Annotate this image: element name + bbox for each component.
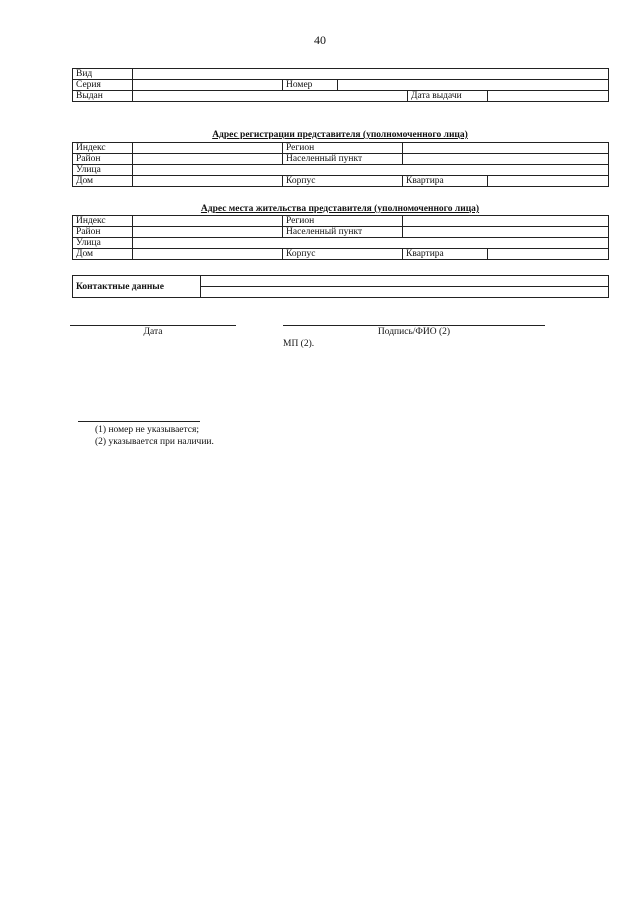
res-ulitsa-label: Улица — [73, 238, 133, 249]
reg-address-table — [72, 142, 609, 187]
reg-region-label: Регион — [283, 143, 403, 154]
res-korpus-label: Корпус — [283, 249, 403, 260]
vydan-label: Выдан — [73, 91, 133, 102]
res-rayon-field[interactable] — [133, 227, 283, 238]
reg-dom-label: Дом — [73, 176, 133, 187]
footnote-2: (2) указывается при наличии. — [95, 437, 214, 447]
page-number: 40 — [314, 33, 326, 47]
res-dom-field[interactable] — [133, 249, 283, 260]
reg-address-title: Адрес регистрации представителя (уполномоченного лица) — [212, 130, 468, 140]
reg-korpus-label: Корпус — [283, 176, 403, 187]
vid-field[interactable] — [133, 69, 609, 80]
res-ulitsa-field[interactable] — [133, 238, 609, 249]
res-kvartira-label: Квартира — [403, 249, 488, 260]
res-address-title: Адрес места жительства представителя (уполномоченного лица) — [200, 204, 480, 214]
signature-label: Подпись/ФИО (2) — [377, 327, 451, 337]
data-vydachi-label: Дата выдачи — [408, 91, 488, 102]
res-nas-punkt-field[interactable] — [403, 227, 609, 238]
res-dom-label: Дом — [73, 249, 133, 260]
date-label: Дата — [143, 327, 163, 337]
res-region-field[interactable] — [403, 216, 609, 227]
vid-label: Вид — [73, 69, 133, 80]
reg-region-field[interactable] — [403, 143, 609, 154]
res-kvartira-field[interactable] — [488, 249, 609, 260]
res-index-field[interactable] — [133, 216, 283, 227]
seriya-field[interactable] — [133, 80, 283, 91]
res-address-table — [72, 215, 609, 260]
reg-index-field[interactable] — [133, 143, 283, 154]
reg-index-label: Индекс — [73, 143, 133, 154]
reg-rayon-label: Район — [73, 154, 133, 165]
reg-ulitsa-field[interactable] — [133, 165, 609, 176]
contacts-table — [72, 275, 609, 298]
nomer-label: Номер — [283, 80, 338, 91]
document-table — [72, 68, 609, 102]
seriya-label: Серия — [73, 80, 133, 91]
signature-line[interactable] — [283, 325, 545, 326]
contacts-field-1[interactable] — [201, 276, 609, 287]
footnote-1: (1) номер не указывается; — [95, 425, 199, 435]
reg-kvartira-field[interactable] — [488, 176, 609, 187]
reg-nas-punkt-field[interactable] — [403, 154, 609, 165]
res-index-label: Индекс — [73, 216, 133, 227]
mp-label: МП (2). — [283, 339, 315, 349]
date-line[interactable] — [70, 325, 236, 326]
reg-rayon-field[interactable] — [133, 154, 283, 165]
contacts-label: Контактные данные — [73, 276, 201, 298]
res-rayon-label: Район — [73, 227, 133, 238]
reg-nas-punkt-label: Населенный пункт — [283, 154, 403, 165]
reg-ulitsa-label: Улица — [73, 165, 133, 176]
contacts-field-2[interactable] — [201, 287, 609, 298]
reg-dom-field[interactable] — [133, 176, 283, 187]
vydan-field[interactable] — [133, 91, 408, 102]
nomer-field[interactable] — [338, 80, 609, 91]
reg-kvartira-label: Квартира — [403, 176, 488, 187]
res-region-label: Регион — [283, 216, 403, 227]
data-vydachi-field[interactable] — [488, 91, 609, 102]
footnote-separator — [78, 421, 200, 422]
res-nas-punkt-label: Населенный пункт — [283, 227, 403, 238]
